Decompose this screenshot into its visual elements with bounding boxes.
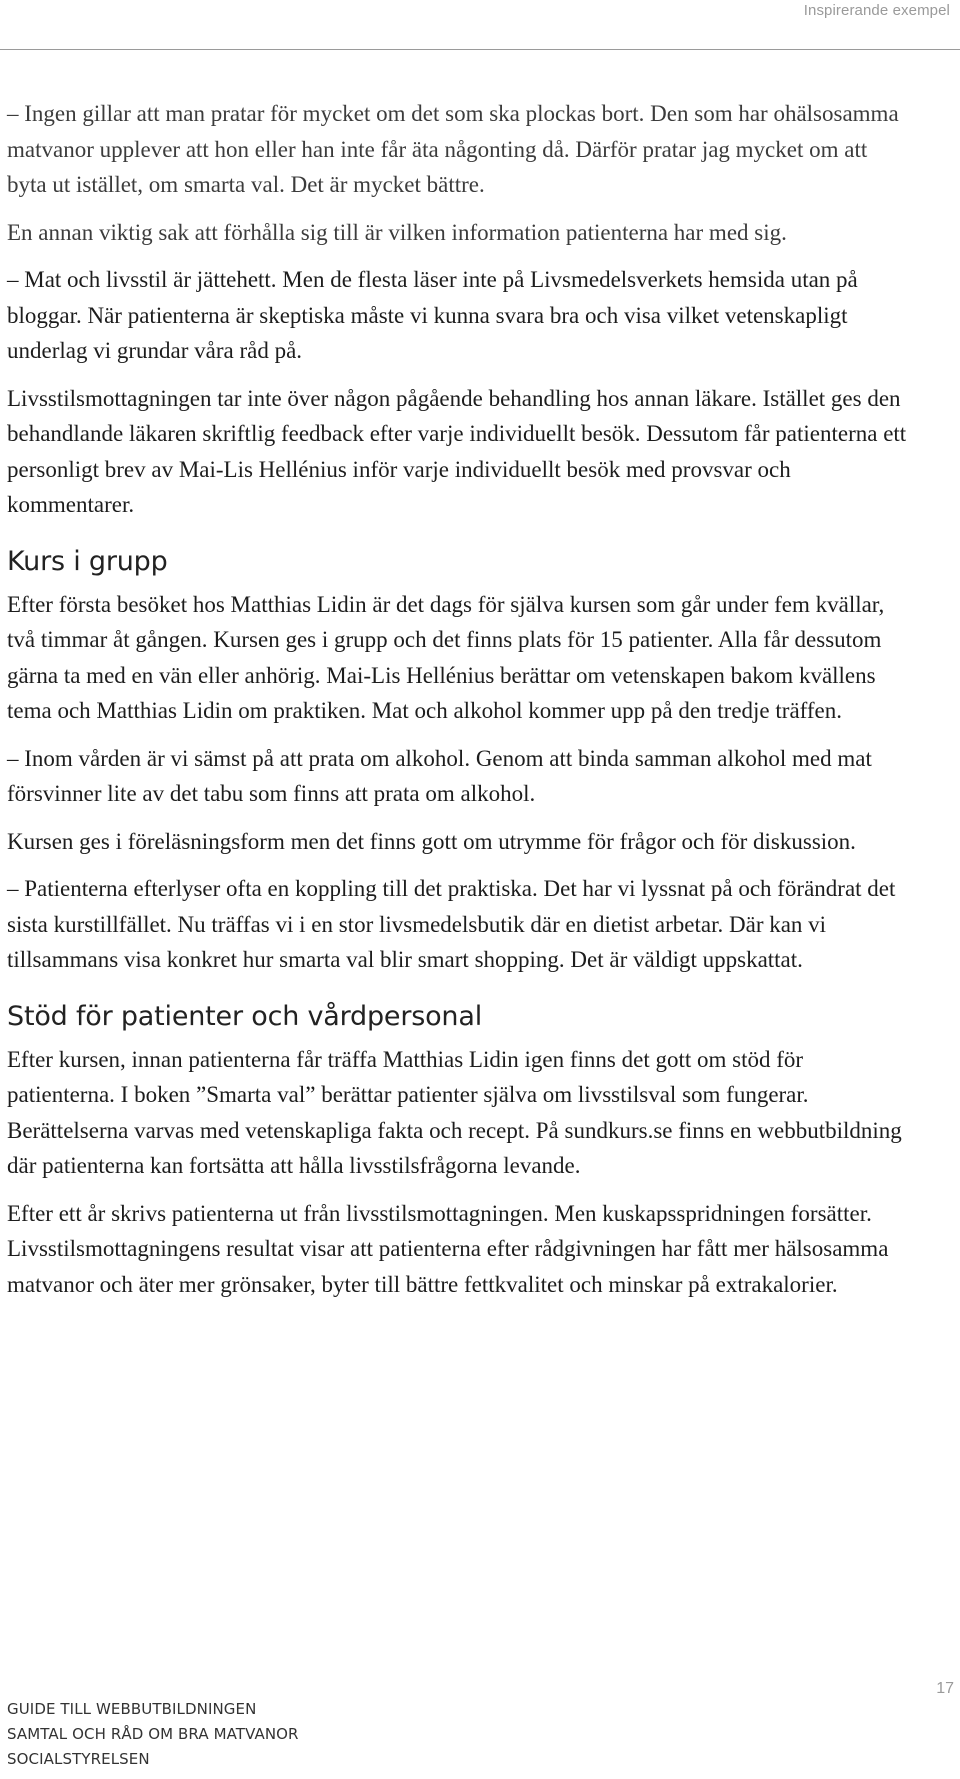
paragraph-quote-alcohol: – Inom vården är vi sämst på att prata om alkohol. Genom att binda samman alkohol med mat försvinner lite av det tabu som finns att prata om alkohol.	[7, 745, 872, 806]
footer-line-guide: GUIDE TILL WEBBUTBILDNINGEN	[7, 1700, 257, 1718]
paragraph-lecture-format: Kursen ges i föreläsningsform men det finns gott om utrymme för frågor och för diskussion.	[7, 828, 856, 854]
paragraph-quote-practical: – Patienterna efterlyser ofta en koppling till det praktiska. Det har vi lyssnat på och förändrat det sista kurstillfället. Nu träffas vi i en stor livsmedelsbutik där en dietist arbetar. Där kan vi tillsammans visa konkret hur smarta val blir smart shopping. Det är väldigt uppskattat.	[7, 876, 896, 972]
paragraph-support: Efter kursen, innan patienterna får träffa Matthias Lidin igen finns det gott om stöd för patienterna. I boken ”Smarta val” berättar patienter själva om livsstilsval som fungerar. Berättelserna varvas med vetenskapliga fakta och recept. På sundkurs.se finns en webbutbildning där patienterna kan fortsätta att hålla livsstilsfrågorna levande.	[7, 1046, 902, 1178]
running-header: Inspirerande exempel	[803, 2, 950, 19]
paragraph-quote-smart-choices: – Ingen gillar att man pratar för mycket om det som ska plockas bort. Den som har ohälsosamma matvanor upplever att hon eller han inte får äta någonting då. Därför pratar jag mycket om att byta ut istället, om smarta val. Det är mycket bättre.	[7, 101, 899, 197]
heading-stod: Stöd för patienter och vårdpersonal	[7, 1000, 482, 1032]
footer-line-samtal: SAMTAL OCH RÅD OM BRA MATVANOR	[7, 1725, 299, 1743]
paragraph-course-description: Efter första besöket hos Matthias Lidin är det dags för själva kursen som går under fem kvällar, två timmar åt gången. Kursen ges i grupp och det finns plats för 15 patienter. Alla får dessutom gärna ta med en vän eller anhörig. Mai-Lis Hellénius berättar om vetenskapen bakom kvällens tema och Matthias Lidin om praktiken. Mat och alkohol kommer upp på den tredje träffen.	[7, 591, 885, 723]
footer-line-publisher: SOCIALSTYRELSEN	[7, 1750, 150, 1768]
paragraph-feedback: Livsstilsmottagningen tar inte över någon pågående behandling hos annan läkare. Istället ges den behandlande läkaren skriftlig feedback efter varje individuellt besök. Dessutom får patienterna ett personligt brev av Mai-Lis Hellénius inför varje individuellt besök med provsvar och kommentarer.	[7, 385, 907, 517]
page-number: 17	[936, 1680, 954, 1697]
paragraph-quote-blogs: – Mat och livsstil är jättehett. Men de flesta läser inte på Livsmedelsverkets hemsida utan på bloggar. När patienterna är skeptiska måste vi kunna svara bra och visa vilket vetenskapligt underlag vi grundar våra råd på.	[7, 267, 858, 363]
heading-kurs-i-grupp: Kurs i grupp	[7, 545, 168, 577]
page-footer	[7, 1697, 299, 1772]
paragraph-patient-information: En annan viktig sak att förhålla sig till är vilken information patienterna har med sig.	[7, 219, 787, 245]
article-body	[7, 96, 907, 1314]
header-rule	[0, 49, 960, 50]
paragraph-results: Efter ett år skrivs patienterna ut från livsstilsmottagningen. Men kuskapsspridningen forsätter. Livsstilsmottagningens resultat visar att patienterna efter rådgivningen har fått mer hälsosamma matvanor och äter mer grönsaker, byter till bättre fettkvalitet och minskar på extrakalorier.	[7, 1200, 889, 1297]
